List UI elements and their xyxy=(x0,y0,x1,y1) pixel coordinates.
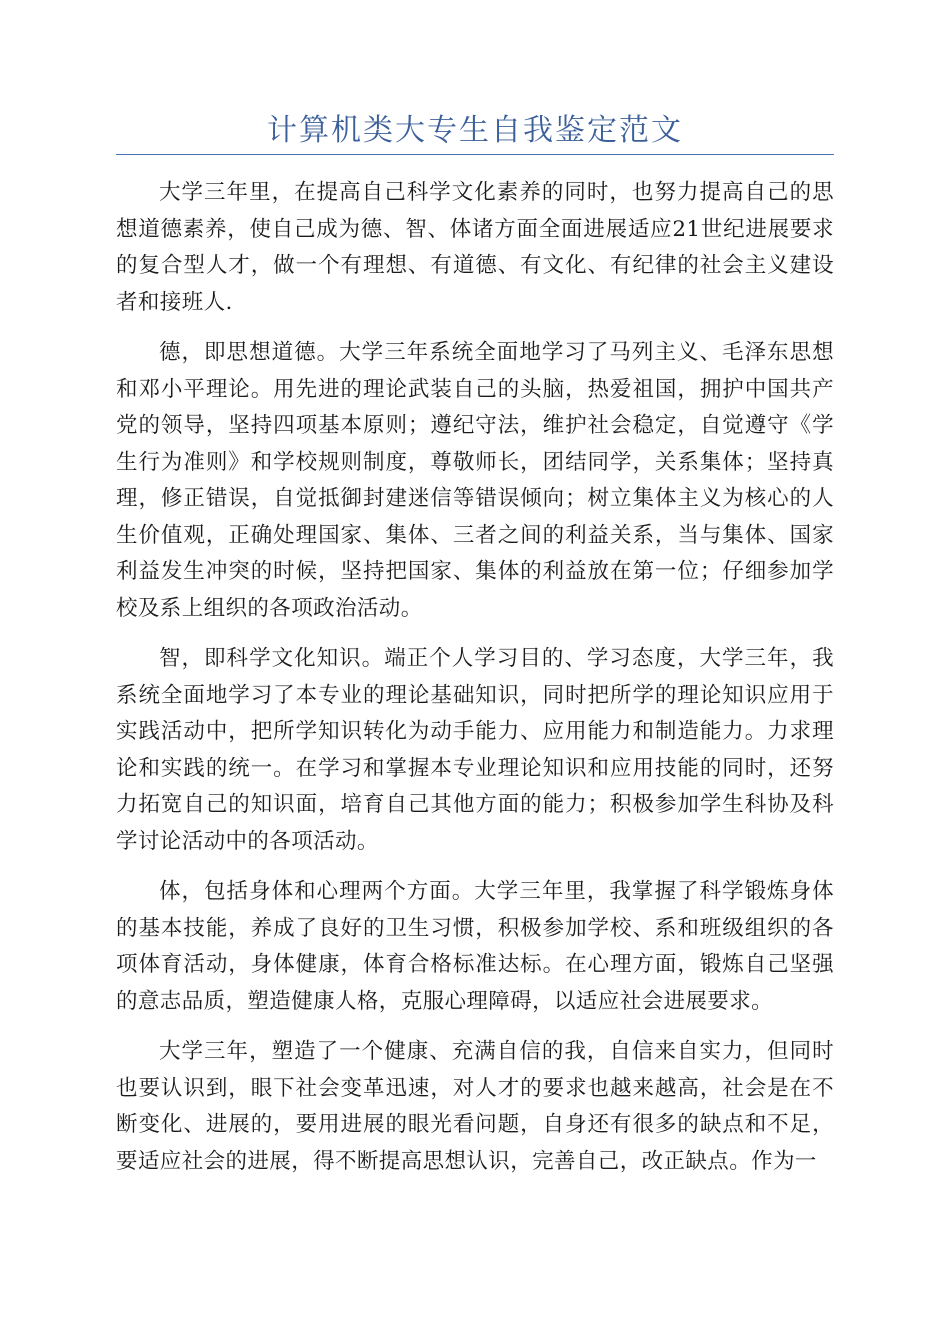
paragraph-intellect: 智，即科学文化知识。端正个人学习目的、学习态度，大学三年，我系统全面地学习了本专业的理论基础知识，同时把所学的理论知识应用于实践活动中，把所学知识转化为动手能力、应用能力和制造能力。力求理论和实践的统一。在学习和掌握本专业理论知识和应用技能的同时，还努力拓宽自己的知识面，培育自己其他方面的能力；积极参加学生科协及科学讨论活动中的各项活动。 xyxy=(116,646,834,854)
document-title: 计算机类大专生自我鉴定范文 xyxy=(267,113,683,148)
paragraph-morality: 德，即思想道德。大学三年系统全面地学习了马列主义、毛泽东思想和邓小平理论。用先进的理论武装自己的头脑，热爱祖国，拥护中国共产党的领导，坚持四项基本原则；遵纪守法，维护社会稳定，自觉遵守《学生行为准则》和学校规则制度，尊敬师长，团结同学，关系集体；坚持真理，修正错误，自觉抵御封建迷信等错误倾向；树立集体主义为核心的人生价值观，正确处理国家、集体、三者之间的利益关系，当与集体、国家利益发生冲突的时候，坚持把国家、集体的利益放在第一位；仔细参加学校及系上组织的各项政治活动。 xyxy=(116,340,834,621)
paragraph-intro: 大学三年里，在提高自己科学文化素养的同时，也努力提高自己的思想道德素养，使自己成为德、智、体诸方面全面进展适应21世纪进展要求的复合型人才，做一个有理想、有道德、有文化、有纪律的社会主义建设者和接班人. xyxy=(116,180,834,315)
document-body xyxy=(116,175,834,1194)
paragraph-physical: 体，包括身体和心理两个方面。大学三年里，我掌握了科学锻炼身体的基本技能，养成了良好的卫生习惯，积极参加学校、系和班级组织的各项体育活动，身体健康，体育合格标准达标。在心理方面，锻炼自己坚强的意志品质，塑造健康人格，克服心理障碍，以适应社会进展要求。 xyxy=(116,879,834,1014)
title-underline xyxy=(116,154,834,155)
paragraph-summary: 大学三年，塑造了一个健康、充满自信的我，自信来自实力，但同时也要认识到，眼下社会变革迅速，对人才的要求也越来越高，社会是在不断变化、进展的，要用进展的眼光看问题，自身还有很多的缺点和不足，要适应社会的进展，得不断提高思想认识，完善自己，改正缺点。作为一 xyxy=(116,1039,834,1174)
